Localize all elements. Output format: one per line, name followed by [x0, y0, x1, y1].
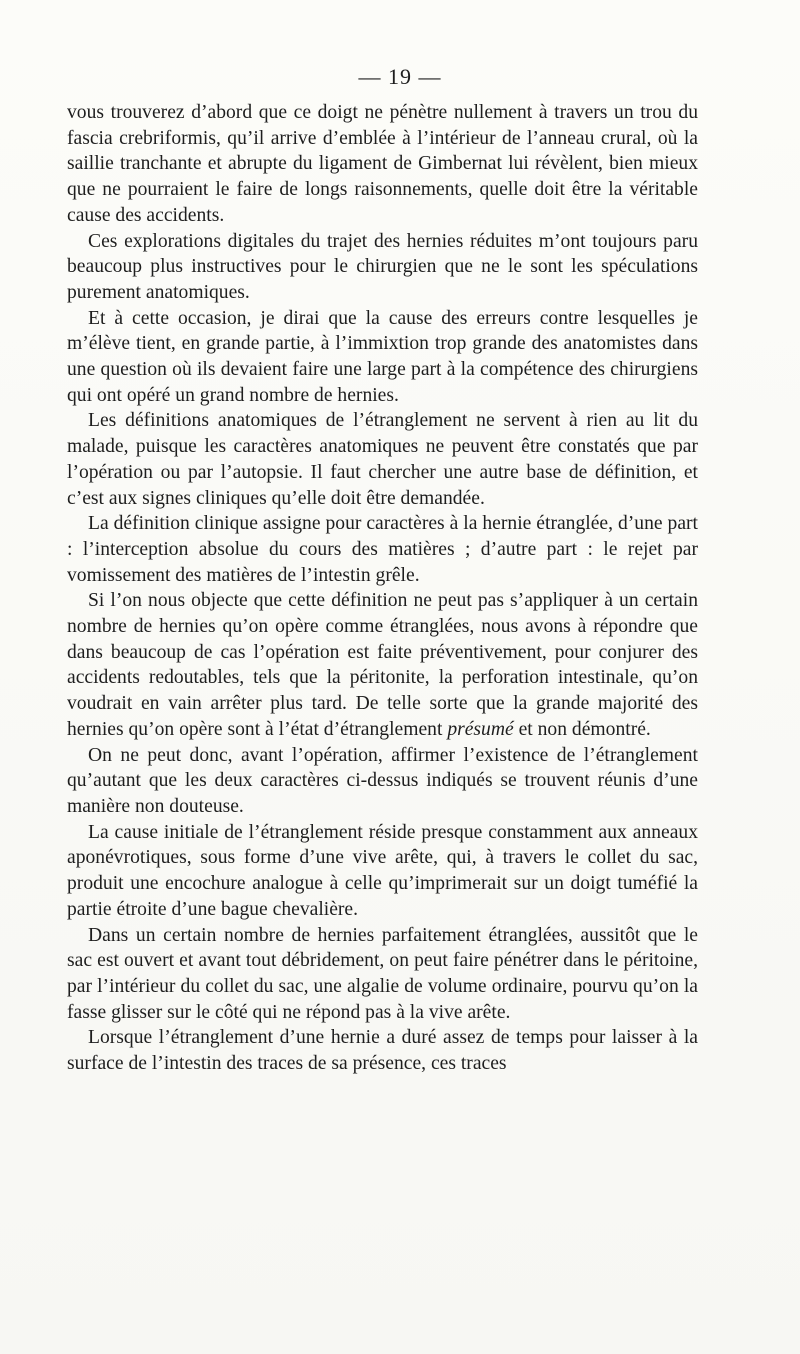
paragraph-9: Dans un certain nombre de hernies parfaitement étranglées, aussitôt que le sac est ouvert et avant tout débridement, on peut faire pénétrer dans le péritoine, par l’intérieur du collet du sac, une algalie de volume ordinaire, pourvu qu’on la fasse glisser sur le côté qui ne répond pas à la vive arête. [67, 924, 698, 1023]
paragraph-6-ending: et non démontré. [513, 718, 651, 740]
paragraph-7: On ne peut donc, avant l’opération, affirmer l’existence de l’étranglement qu’autant que les deux caractères ci-dessus indiqués se trouvent réunis d’une manière non douteuse. [67, 744, 698, 817]
paragraph-5: La définition clinique assigne pour caractères à la hernie étranglée, d’une part : l’interception absolue du cours des matières ; d’autre part : le rejet par vomissement des matières de l’intestin grêle. [67, 513, 698, 586]
paragraph-6-text: Si l’on nous objecte que cette définition ne peut pas s’appliquer à un certain nombre de hernies qu’on opère comme étranglées, nous avons à répondre que dans beaucoup de cas l’opération est faite préventivement, pour conjurer des accidents redoutables, tels que la péritonite, la perforation intestinale, qu’on voudrait en vain arrêter plus tard. De telle sorte que la grande majorité des hernies qu’on opère sont à l’état d’étranglement [67, 590, 698, 740]
paragraph-6 [67, 588, 698, 742]
italic-word: présumé [447, 718, 514, 740]
body-text [67, 100, 698, 1077]
paragraph-4: Les définitions anatomiques de l’étranglement ne servent à rien au lit du malade, puisque les caractères anatomiques ne peuvent être constatés que par l’opération ou par l’autopsie. Il faut chercher une autre base de définition, et c’est aux signes cliniques qu’elle doit être demandée. [67, 410, 698, 509]
paragraph-1: vous trouverez d’abord que ce doigt ne pénètre nullement à travers un trou du fascia crebriformis, qu’il arrive d’emblée à l’intérieur de l’anneau crural, où la saillie tranchante et abrupte du ligament de Gimbernat lui révèlent, bien mieux que ne pourraient le faire de longs raisonnements, quelle doit être la véritable cause des accidents. [67, 102, 698, 226]
page-number: — 19 — [358, 64, 442, 89]
paragraph-3: Et à cette occasion, je dirai que la cause des erreurs contre lesquelles je m’élève tient, en grande partie, à l’immixtion trop grande des anatomistes dans une question où ils devaient faire une large part à la compétence des chirurgiens qui ont opéré un grand nombre de hernies. [67, 307, 698, 406]
paragraph-2: Ces explorations digitales du trajet des hernies réduites m’ont toujours paru beaucoup plus instructives pour le chirurgien que ne le sont les spéculations purement anatomiques. [67, 230, 698, 303]
paragraph-10: Lorsque l’étranglement d’une hernie a duré assez de temps pour laisser à la surface de l’intestin des traces de sa présence, ces traces [67, 1027, 698, 1075]
paragraph-8: La cause initiale de l’étranglement réside presque constamment aux anneaux aponévrotiques, sous forme d’une vive arête, qui, à travers le collet du sac, produit une encochure analogue à celle qu’imprimerait sur un doigt tuméfié la partie étroite d’une bague chevalière. [67, 821, 698, 920]
